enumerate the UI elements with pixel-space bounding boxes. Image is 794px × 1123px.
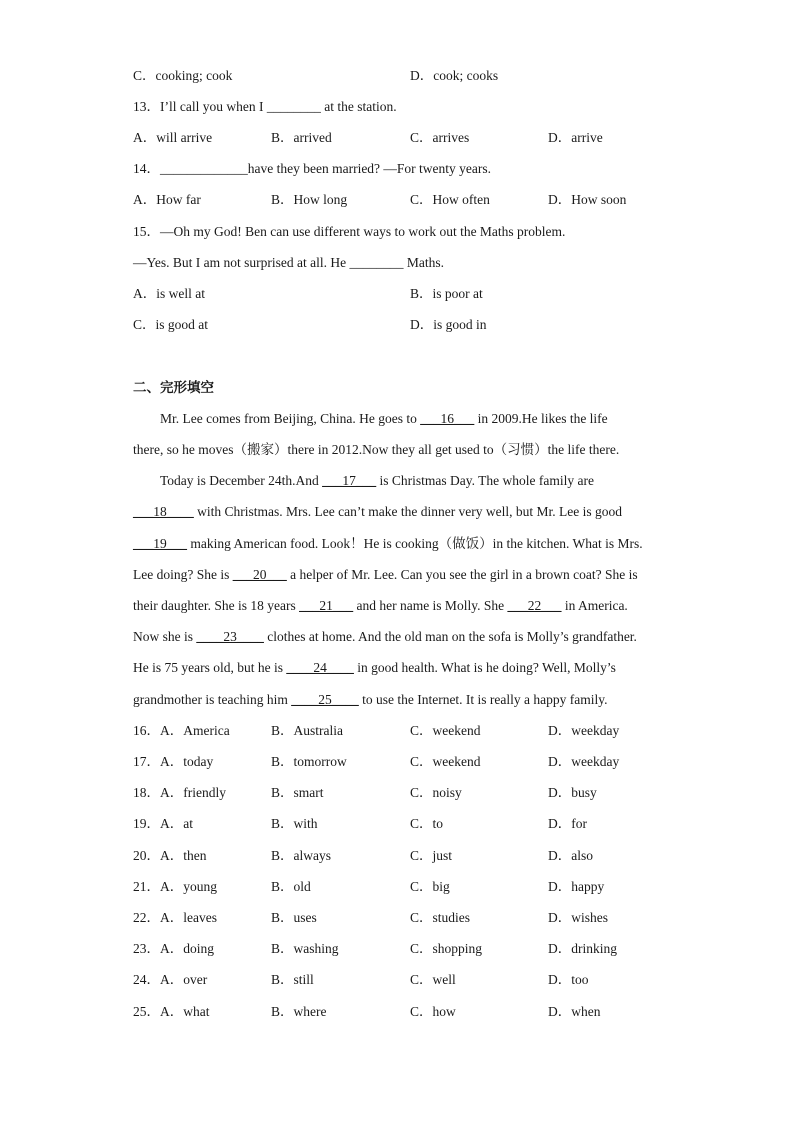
cloze-20-option-d: D．also — [548, 848, 593, 863]
q13-option-c: C．arrives — [410, 130, 470, 145]
q12-option-c: C．cooking; cook — [133, 68, 233, 83]
q14-blank: _____________ — [160, 161, 248, 176]
cloze-19-option-b: B．with — [271, 816, 318, 831]
cloze-23-option-b: B．washing — [271, 941, 339, 956]
passage-line-9: He is 75 years old, but he is ____24____ in good health. What is he doing? Well, Molly’s — [133, 660, 616, 675]
q15-stem: 15．—Oh my God! Ben can use different ways to work out the Maths problem. — [133, 224, 566, 239]
cloze-21-option-d: D．happy — [548, 879, 605, 894]
blank-21: ___21___ — [299, 598, 354, 613]
q14-option-a: A．How far — [133, 192, 201, 207]
cloze-25-option-a: 25．A．what — [133, 1004, 210, 1019]
cloze-24-option-a: 24．A．over — [133, 972, 208, 987]
q15-option-d: D．is good in — [410, 317, 487, 332]
passage-line-10: grandmother is teaching him ____25____ to use the Internet. It is really a happy family. — [133, 692, 608, 707]
q13-stem: 13．I’ll call you when I ________ at the station. — [133, 99, 397, 114]
q15-stem-line2: —Yes. But I am not surprised at all. He ________ Maths. — [133, 255, 444, 270]
q14-option-d: D．How soon — [548, 192, 627, 207]
cloze-22-option-d: D．wishes — [548, 910, 608, 925]
cloze-19-option-d: D．for — [548, 816, 587, 831]
blank-24: ____24____ — [286, 660, 354, 675]
blank-17: ___17___ — [322, 473, 377, 488]
section-heading: 二、完形填空 — [133, 380, 214, 396]
cloze-17-option-d: D．weekday — [548, 754, 620, 769]
cloze-22-option-a: 22．A．leaves — [133, 910, 217, 925]
cloze-24-option-b: B．still — [271, 972, 314, 987]
blank-22: ___22___ — [507, 598, 562, 613]
cloze-16-option-b: B．Australia — [271, 723, 343, 738]
cloze-21-option-c: C．big — [410, 879, 450, 894]
cloze-18-option-c: C．noisy — [410, 785, 462, 800]
passage-line-2: there, so he moves（搬家）there in 2012.Now they all get used to（习惯）the life there. — [133, 442, 620, 457]
q12-option-d: D．cook; cooks — [410, 68, 499, 83]
cloze-25-option-c: C．how — [410, 1004, 456, 1019]
cloze-21-option-b: B．old — [271, 879, 311, 894]
passage-line-7: their daughter. She is 18 years ___21___ and her name is Molly. She ___22___ in America. — [133, 598, 628, 613]
blank-16: ___16___ — [420, 411, 475, 426]
blank-19: ___19___ — [133, 536, 187, 551]
passage-line-4: ___18____ with Christmas. Mrs. Lee can’t make the dinner very well, but Mr. Lee is good — [133, 504, 623, 519]
cloze-17-option-a: 17．A．today — [133, 754, 214, 769]
cloze-23-option-d: D．drinking — [548, 941, 617, 956]
cloze-24-option-d: D．too — [548, 972, 589, 987]
passage-line-8: Now she is ____23____ clothes at home. And the old man on the sofa is Molly’s grandfather. — [133, 629, 637, 644]
passage-line-6: Lee doing? She is ___20___ a helper of Mr. Lee. Can you see the girl in a brown coat? She is — [133, 567, 638, 582]
cloze-17-option-c: C．weekend — [410, 754, 481, 769]
q14-option-c: C．How often — [410, 192, 490, 207]
cloze-23-option-a: 23．A．doing — [133, 941, 214, 956]
q14-stem: 14．_____________have they been married? —For twenty years. — [133, 161, 492, 176]
q15-blank: ________ — [349, 255, 404, 270]
passage-line-5: ___19___ making American food. Look！He is cooking（做饭）in the kitchen. What is Mrs. — [133, 536, 643, 551]
cloze-25-option-d: D．when — [548, 1004, 601, 1019]
q15-option-b: B．is poor at — [410, 286, 483, 301]
cloze-23-option-c: C．shopping — [410, 941, 483, 956]
blank-23: ____23____ — [196, 629, 264, 644]
cloze-19-option-a: 19．A．at — [133, 816, 193, 831]
cloze-24-option-c: C．well — [410, 972, 456, 987]
blank-18: ___18____ — [133, 504, 194, 519]
q14-option-b: B．How long — [271, 192, 348, 207]
blank-20: ___20___ — [232, 567, 287, 582]
cloze-22-option-c: C．studies — [410, 910, 471, 925]
q13-option-b: B．arrived — [271, 130, 332, 145]
cloze-16-option-c: C．weekend — [410, 723, 481, 738]
blank-25: ____25____ — [291, 692, 359, 707]
passage-line-1: Mr. Lee comes from Beijing, China. He goes to ___16___ in 2009.He likes the life — [160, 411, 608, 426]
q15-option-a: A．is well at — [133, 286, 205, 301]
passage-line-3: Today is December 24th.And ___17___ is Christmas Day. The whole family are — [160, 473, 594, 488]
cloze-20-option-b: B．always — [271, 848, 331, 863]
cloze-16-option-d: D．weekday — [548, 723, 620, 738]
cloze-18-option-b: B．smart — [271, 785, 324, 800]
cloze-21-option-a: 21．A．young — [133, 879, 217, 894]
cloze-18-option-a: 18．A．friendly — [133, 785, 226, 800]
q13-option-a: A．will arrive — [133, 130, 213, 145]
cloze-25-option-b: B．where — [271, 1004, 327, 1019]
q13-option-d: D．arrive — [548, 130, 603, 145]
cloze-20-option-c: C．just — [410, 848, 453, 863]
q13-blank: ________ — [266, 99, 321, 114]
cloze-16-option-a: 16．A．America — [133, 723, 230, 738]
cloze-18-option-d: D．busy — [548, 785, 597, 800]
cloze-22-option-b: B．uses — [271, 910, 317, 925]
cloze-20-option-a: 20．A．then — [133, 848, 207, 863]
cloze-19-option-c: C．to — [410, 816, 444, 831]
cloze-17-option-b: B．tomorrow — [271, 754, 347, 769]
q15-option-c: C．is good at — [133, 317, 209, 332]
